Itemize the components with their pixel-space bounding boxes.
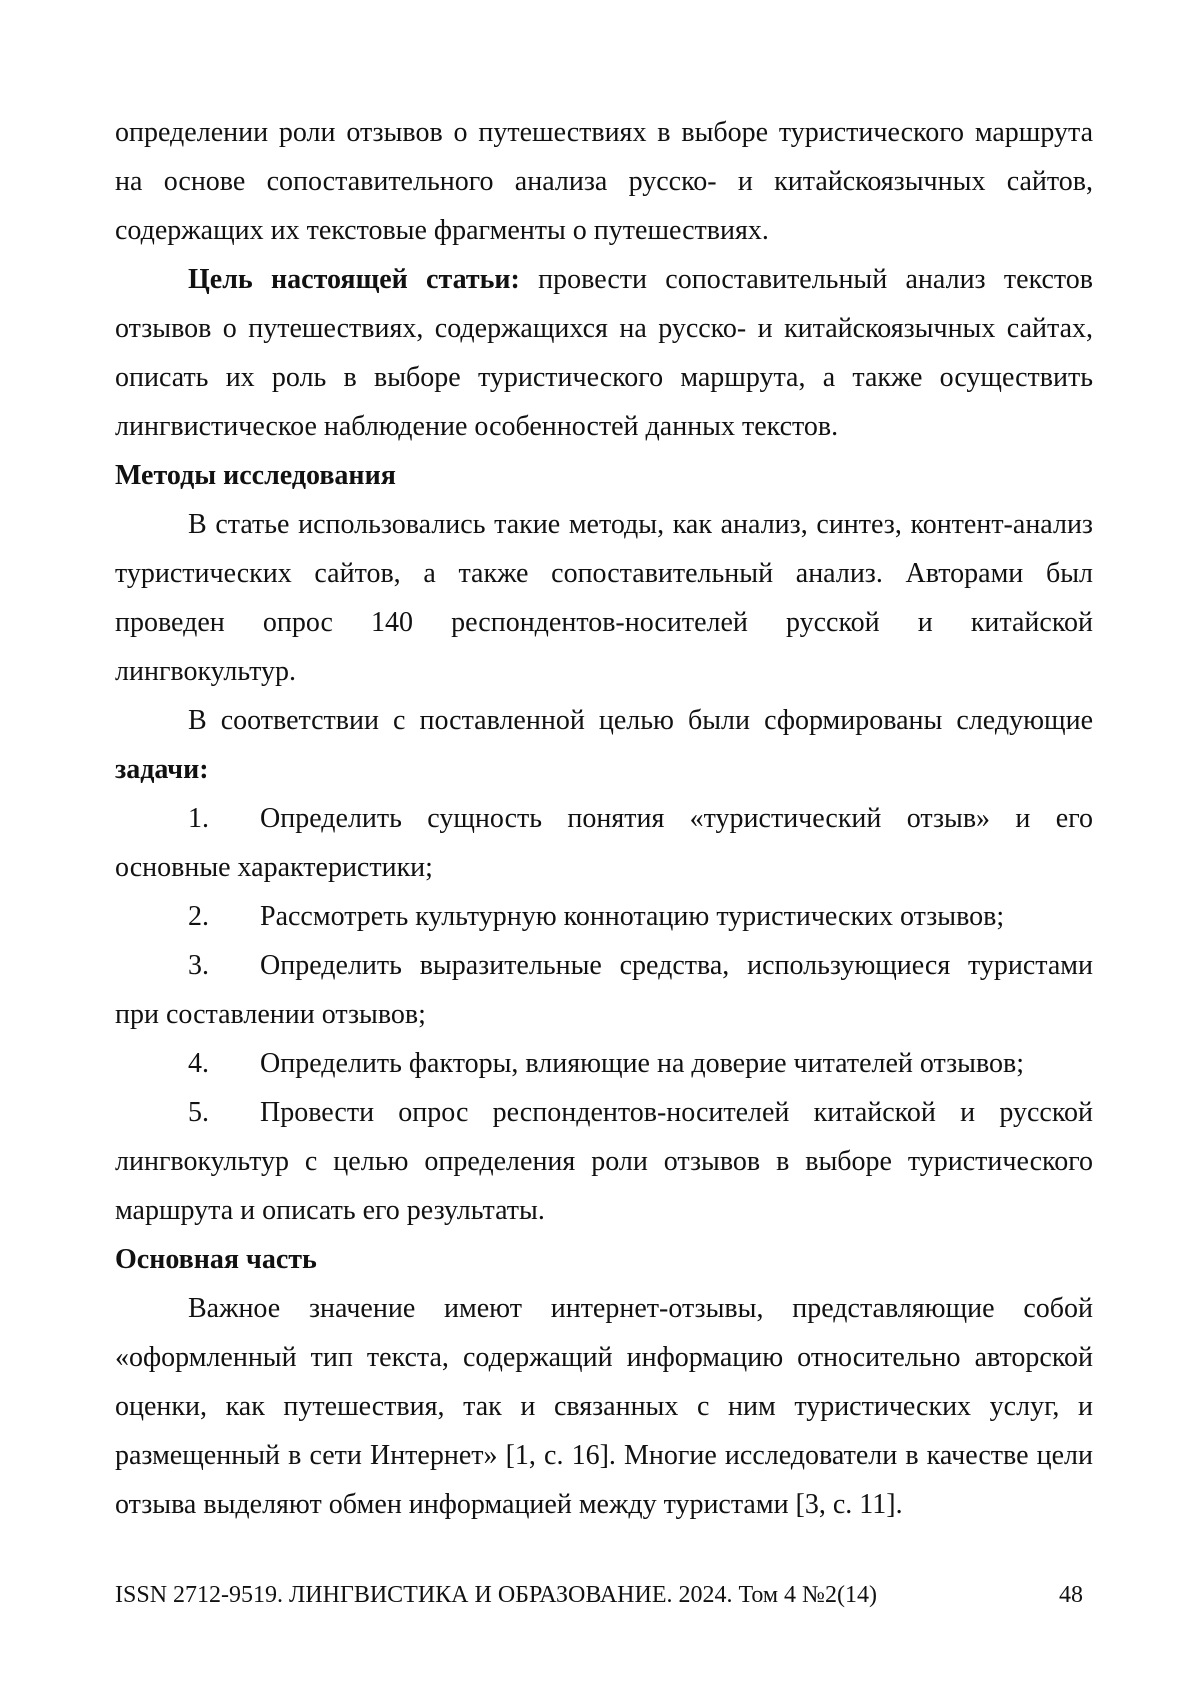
task-number: 1. <box>188 794 260 843</box>
task-number: 5. <box>188 1088 260 1137</box>
intro-continuation: определении роли отзывов о путешествиях в выборе туристического маршрута на основе сопоставительного анализа русско- и китайскоязычных сайтов, содержащих их текстовые фрагменты о путешествиях. <box>115 108 1093 255</box>
task-text: Определить сущность понятия «туристический отзыв» и его основные характеристики; <box>115 803 1093 883</box>
tasks-intro-bold: задачи: <box>115 754 209 785</box>
task-item <box>115 892 1093 941</box>
task-number: 2. <box>188 892 260 941</box>
task-text: Провести опрос респондентов-носителей китайской и русской лингвокультур с целью определения роли отзывов в выборе туристического маршрута и описать его результаты. <box>115 1097 1093 1226</box>
goal-label: Цель настоящей статьи: <box>188 264 520 295</box>
page-number: 48 <box>1059 1580 1083 1610</box>
task-number: 4. <box>188 1039 260 1088</box>
task-text: Рассмотреть культурную коннотацию туристических отзывов; <box>260 901 1004 932</box>
page-footer <box>115 1580 1083 1610</box>
task-item <box>115 941 1093 1039</box>
task-number: 3. <box>188 941 260 990</box>
task-text: Определить выразительные средства, использующиеся туристами при составлении отзывов; <box>115 950 1093 1030</box>
task-item <box>115 1039 1093 1088</box>
article-body <box>115 108 1093 1529</box>
main-heading: Основная часть <box>115 1235 1093 1284</box>
tasks-intro <box>115 696 1093 794</box>
task-item <box>115 794 1093 892</box>
task-text: Определить факторы, влияющие на доверие читателей отзывов; <box>260 1048 1024 1079</box>
main-paragraph: Важное значение имеют интернет-отзывы, представляющие собой «оформленный тип текста, содержащий информацию относительно авторской оценки, как путешествия, так и связанных с ним туристических услуг, и размещенный в сети Интернет» [1, с. 16]. Многие исследователи в качестве цели отзыва выделяют обмен информацией между туристами [3, с. 11]. <box>115 1284 1093 1529</box>
task-item <box>115 1088 1093 1235</box>
journal-citation: ISSN 2712-9519. ЛИНГВИСТИКА И ОБРАЗОВАНИЕ. 2024. Том 4 №2(14) <box>115 1580 877 1610</box>
goal-paragraph <box>115 255 1093 451</box>
methods-heading: Методы исследования <box>115 451 1093 500</box>
methods-paragraph: В статье использовались такие методы, как анализ, синтез, контент-анализ туристических сайтов, а также сопоставительный анализ. Авторами был проведен опрос 140 респондентов-носителей русской и китайской лингвокультур. <box>115 500 1093 696</box>
goal-text: провести сопоставительный анализ текстов отзывов о путешествиях, содержащихся на русско- и китайскоязычных сайтах, описать их роль в выборе туристического маршрута, а также осуществить лингвистическое наблюдение особенностей данных текстов. <box>115 264 1093 442</box>
tasks-intro-text: В соответствии с поставленной целью были сформированы следующие <box>188 705 1093 736</box>
